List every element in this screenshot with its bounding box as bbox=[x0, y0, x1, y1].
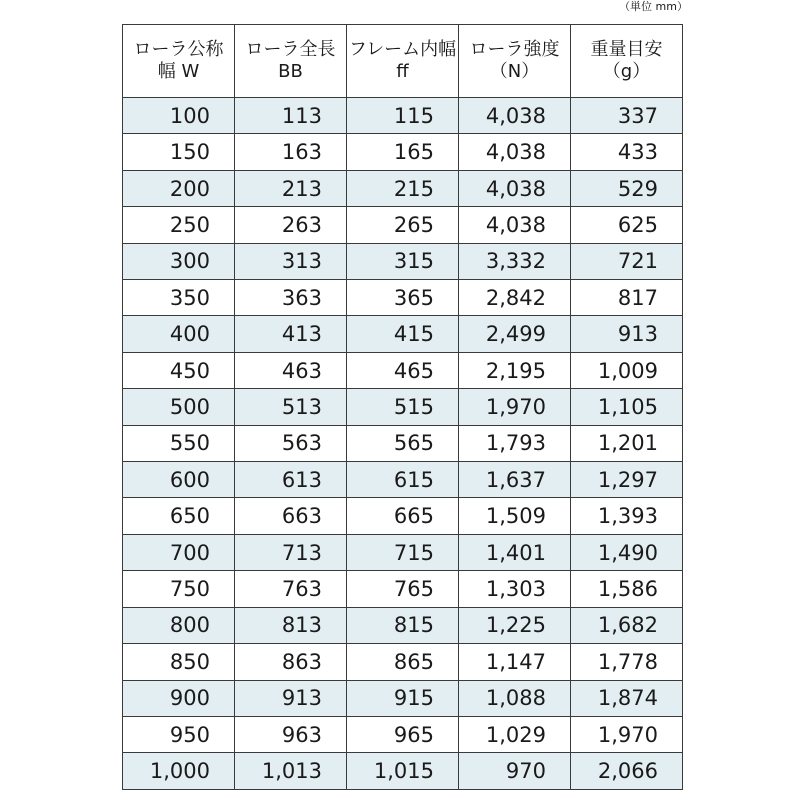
cell-roller-length: 913 bbox=[235, 680, 347, 716]
cell-roller-strength: 4,038 bbox=[459, 207, 571, 243]
unit-note: （単位 mm） bbox=[619, 0, 688, 13]
header-roller-strength bbox=[459, 25, 571, 98]
cell-weight: 1,393 bbox=[571, 498, 683, 534]
cell-frame-inner-width: 965 bbox=[347, 716, 459, 752]
cell-nominal-width: 900 bbox=[123, 680, 235, 716]
cell-nominal-width: 750 bbox=[123, 571, 235, 607]
cell-weight: 1,778 bbox=[571, 644, 683, 680]
cell-nominal-width: 150 bbox=[123, 134, 235, 170]
cell-frame-inner-width: 1,015 bbox=[347, 753, 459, 790]
header-line: ローラ全長 bbox=[245, 39, 336, 60]
cell-roller-strength: 1,225 bbox=[459, 607, 571, 643]
table-row bbox=[123, 680, 683, 716]
table-row bbox=[123, 498, 683, 534]
header-line: 重量目安 bbox=[590, 39, 663, 60]
header-roller-length bbox=[235, 25, 347, 98]
cell-roller-strength: 4,038 bbox=[459, 98, 571, 134]
cell-weight: 1,201 bbox=[571, 425, 683, 461]
cell-weight: 433 bbox=[571, 134, 683, 170]
cell-nominal-width: 300 bbox=[123, 243, 235, 279]
header-frame-inner-width bbox=[347, 25, 459, 98]
cell-roller-strength: 1,637 bbox=[459, 462, 571, 498]
table-row bbox=[123, 753, 683, 790]
cell-roller-length: 513 bbox=[235, 389, 347, 425]
cell-roller-strength: 1,793 bbox=[459, 425, 571, 461]
header-line: 幅 W bbox=[157, 61, 200, 82]
table-row bbox=[123, 571, 683, 607]
cell-nominal-width: 950 bbox=[123, 716, 235, 752]
cell-roller-length: 563 bbox=[235, 425, 347, 461]
cell-frame-inner-width: 515 bbox=[347, 389, 459, 425]
cell-nominal-width: 550 bbox=[123, 425, 235, 461]
cell-roller-length: 613 bbox=[235, 462, 347, 498]
cell-roller-length: 263 bbox=[235, 207, 347, 243]
cell-roller-length: 313 bbox=[235, 243, 347, 279]
table-row bbox=[123, 716, 683, 752]
table-row bbox=[123, 316, 683, 352]
cell-weight: 1,682 bbox=[571, 607, 683, 643]
cell-roller-length: 763 bbox=[235, 571, 347, 607]
table-row bbox=[123, 134, 683, 170]
cell-frame-inner-width: 215 bbox=[347, 170, 459, 206]
cell-frame-inner-width: 365 bbox=[347, 280, 459, 316]
header-line: （N） bbox=[489, 61, 540, 82]
cell-weight: 1,009 bbox=[571, 352, 683, 388]
cell-roller-length: 863 bbox=[235, 644, 347, 680]
cell-nominal-width: 700 bbox=[123, 534, 235, 570]
cell-weight: 1,586 bbox=[571, 571, 683, 607]
table-body bbox=[123, 98, 683, 790]
table-row bbox=[123, 243, 683, 279]
cell-nominal-width: 400 bbox=[123, 316, 235, 352]
cell-roller-length: 1,013 bbox=[235, 753, 347, 790]
cell-frame-inner-width: 165 bbox=[347, 134, 459, 170]
cell-weight: 817 bbox=[571, 280, 683, 316]
table-row bbox=[123, 98, 683, 134]
cell-nominal-width: 1,000 bbox=[123, 753, 235, 790]
cell-weight: 1,490 bbox=[571, 534, 683, 570]
cell-frame-inner-width: 115 bbox=[347, 98, 459, 134]
cell-roller-strength: 1,509 bbox=[459, 498, 571, 534]
roller-spec-table bbox=[122, 24, 683, 790]
cell-nominal-width: 250 bbox=[123, 207, 235, 243]
cell-roller-strength: 3,332 bbox=[459, 243, 571, 279]
table-row bbox=[123, 607, 683, 643]
cell-weight: 1,297 bbox=[571, 462, 683, 498]
cell-roller-length: 163 bbox=[235, 134, 347, 170]
cell-nominal-width: 800 bbox=[123, 607, 235, 643]
cell-roller-strength: 2,195 bbox=[459, 352, 571, 388]
cell-weight: 1,970 bbox=[571, 716, 683, 752]
cell-frame-inner-width: 865 bbox=[347, 644, 459, 680]
cell-frame-inner-width: 265 bbox=[347, 207, 459, 243]
cell-weight: 1,105 bbox=[571, 389, 683, 425]
cell-weight: 1,874 bbox=[571, 680, 683, 716]
cell-frame-inner-width: 715 bbox=[347, 534, 459, 570]
cell-roller-strength: 1,029 bbox=[459, 716, 571, 752]
cell-weight: 2,066 bbox=[571, 753, 683, 790]
cell-roller-strength: 1,147 bbox=[459, 644, 571, 680]
table-row bbox=[123, 352, 683, 388]
cell-roller-strength: 4,038 bbox=[459, 170, 571, 206]
cell-roller-length: 463 bbox=[235, 352, 347, 388]
cell-roller-length: 663 bbox=[235, 498, 347, 534]
cell-roller-strength: 1,401 bbox=[459, 534, 571, 570]
header-row bbox=[123, 25, 683, 98]
table-row bbox=[123, 462, 683, 498]
cell-frame-inner-width: 915 bbox=[347, 680, 459, 716]
header-line: BB bbox=[278, 61, 303, 82]
header-nominal-width bbox=[123, 25, 235, 98]
cell-frame-inner-width: 565 bbox=[347, 425, 459, 461]
header-line: ff bbox=[396, 61, 409, 82]
cell-frame-inner-width: 665 bbox=[347, 498, 459, 534]
cell-nominal-width: 450 bbox=[123, 352, 235, 388]
cell-roller-strength: 2,499 bbox=[459, 316, 571, 352]
cell-frame-inner-width: 465 bbox=[347, 352, 459, 388]
header-line: ローラ公称 bbox=[133, 39, 224, 60]
header-line: ローラ強度 bbox=[469, 39, 560, 60]
cell-roller-length: 113 bbox=[235, 98, 347, 134]
cell-nominal-width: 850 bbox=[123, 644, 235, 680]
cell-weight: 625 bbox=[571, 207, 683, 243]
cell-roller-length: 963 bbox=[235, 716, 347, 752]
cell-nominal-width: 100 bbox=[123, 98, 235, 134]
header-line: （g） bbox=[602, 61, 651, 82]
cell-roller-length: 813 bbox=[235, 607, 347, 643]
table-row bbox=[123, 534, 683, 570]
header-line: フレーム内幅 bbox=[348, 39, 457, 60]
cell-nominal-width: 650 bbox=[123, 498, 235, 534]
table-row bbox=[123, 425, 683, 461]
cell-roller-strength: 970 bbox=[459, 753, 571, 790]
cell-weight: 529 bbox=[571, 170, 683, 206]
cell-roller-strength: 2,842 bbox=[459, 280, 571, 316]
cell-roller-length: 363 bbox=[235, 280, 347, 316]
cell-frame-inner-width: 815 bbox=[347, 607, 459, 643]
cell-weight: 721 bbox=[571, 243, 683, 279]
cell-nominal-width: 350 bbox=[123, 280, 235, 316]
cell-nominal-width: 200 bbox=[123, 170, 235, 206]
cell-roller-strength: 1,088 bbox=[459, 680, 571, 716]
table-row bbox=[123, 170, 683, 206]
header-weight bbox=[571, 25, 683, 98]
cell-frame-inner-width: 765 bbox=[347, 571, 459, 607]
cell-weight: 913 bbox=[571, 316, 683, 352]
cell-roller-strength: 4,038 bbox=[459, 134, 571, 170]
cell-roller-length: 213 bbox=[235, 170, 347, 206]
table-row bbox=[123, 207, 683, 243]
table-row bbox=[123, 644, 683, 680]
table-row bbox=[123, 389, 683, 425]
cell-weight: 337 bbox=[571, 98, 683, 134]
cell-roller-strength: 1,970 bbox=[459, 389, 571, 425]
cell-nominal-width: 500 bbox=[123, 389, 235, 425]
cell-nominal-width: 600 bbox=[123, 462, 235, 498]
cell-roller-length: 413 bbox=[235, 316, 347, 352]
cell-frame-inner-width: 315 bbox=[347, 243, 459, 279]
cell-frame-inner-width: 615 bbox=[347, 462, 459, 498]
table-row bbox=[123, 280, 683, 316]
cell-frame-inner-width: 415 bbox=[347, 316, 459, 352]
cell-roller-strength: 1,303 bbox=[459, 571, 571, 607]
cell-roller-length: 713 bbox=[235, 534, 347, 570]
